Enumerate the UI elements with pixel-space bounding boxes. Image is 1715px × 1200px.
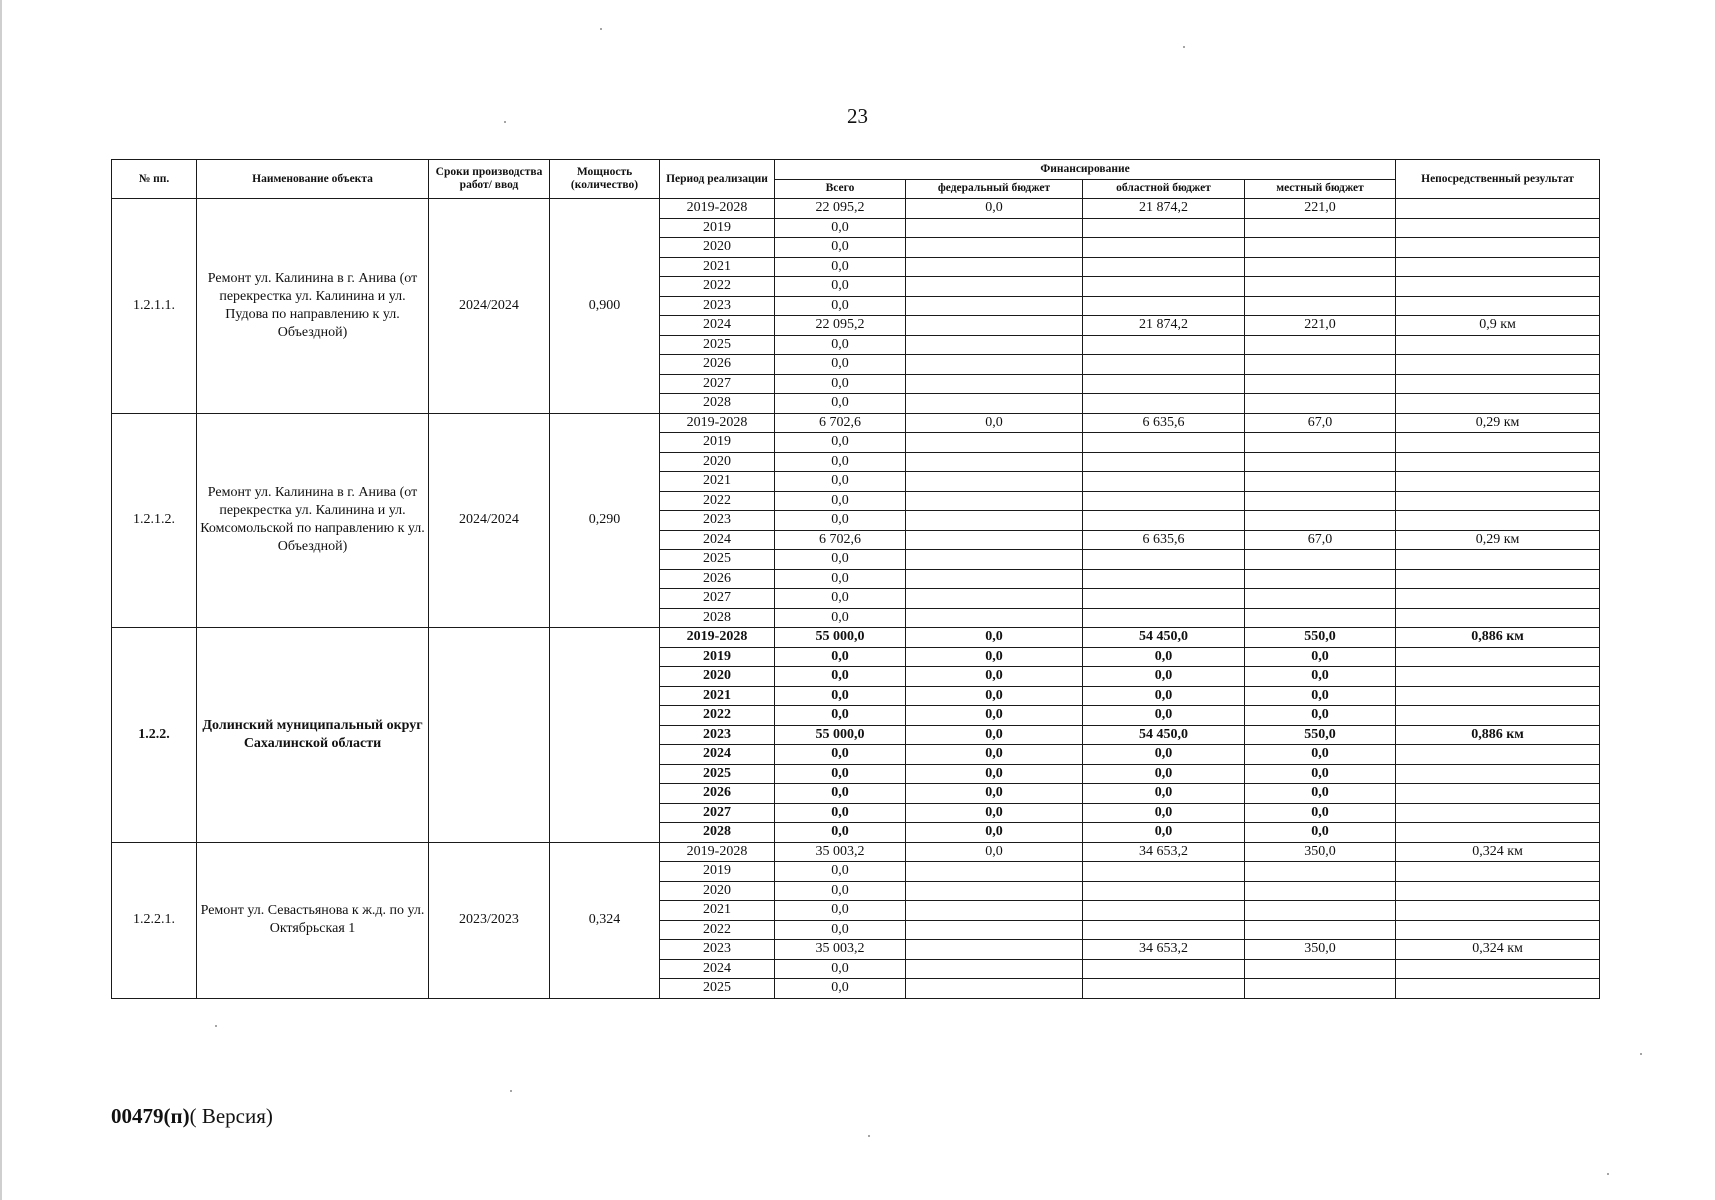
cell-capacity bbox=[550, 628, 660, 843]
cell-result bbox=[1396, 901, 1600, 921]
cell-federal bbox=[906, 316, 1083, 336]
cell-work-terms: 2023/2023 bbox=[429, 842, 550, 998]
cell-work-terms: 2024/2024 bbox=[429, 413, 550, 628]
cell-total: 0,0 bbox=[775, 706, 906, 726]
cell-result bbox=[1396, 491, 1600, 511]
cell-total: 0,0 bbox=[775, 550, 906, 570]
cell-result bbox=[1396, 452, 1600, 472]
cell-federal bbox=[906, 355, 1083, 375]
cell-result bbox=[1396, 257, 1600, 277]
cell-federal bbox=[906, 394, 1083, 414]
cell-object-name: Долинский муниципальный округ Сахалинской области bbox=[197, 628, 429, 843]
cell-local bbox=[1245, 550, 1396, 570]
cell-period: 2019 bbox=[660, 647, 775, 667]
cell-total: 35 003,2 bbox=[775, 842, 906, 862]
cell-federal: 0,0 bbox=[906, 823, 1083, 843]
cell-period: 2023 bbox=[660, 511, 775, 531]
cell-period: 2024 bbox=[660, 530, 775, 550]
cell-local bbox=[1245, 238, 1396, 258]
cell-regional: 34 653,2 bbox=[1083, 842, 1245, 862]
cell-federal: 0,0 bbox=[906, 784, 1083, 804]
cell-capacity: 0,290 bbox=[550, 413, 660, 628]
header-financing: Финансирование bbox=[775, 160, 1396, 180]
cell-federal bbox=[906, 569, 1083, 589]
cell-item-number: 1.2.1.1. bbox=[112, 199, 197, 414]
cell-federal: 0,0 bbox=[906, 725, 1083, 745]
cell-regional: 54 450,0 bbox=[1083, 628, 1245, 648]
cell-result bbox=[1396, 374, 1600, 394]
header-name: Наименование объекта bbox=[197, 160, 429, 199]
cell-regional: 54 450,0 bbox=[1083, 725, 1245, 745]
cell-regional bbox=[1083, 608, 1245, 628]
header-result: Непосредственный результат bbox=[1396, 160, 1600, 199]
cell-local: 67,0 bbox=[1245, 530, 1396, 550]
cell-period: 2028 bbox=[660, 823, 775, 843]
cell-period: 2025 bbox=[660, 979, 775, 999]
cell-result bbox=[1396, 238, 1600, 258]
cell-federal bbox=[906, 550, 1083, 570]
header-terms: Сроки производства работ/ ввод bbox=[429, 160, 550, 199]
cell-total: 0,0 bbox=[775, 862, 906, 882]
table-row bbox=[112, 199, 1600, 219]
cell-item-number: 1.2.2. bbox=[112, 628, 197, 843]
table-row bbox=[112, 413, 1600, 433]
cell-work-terms: 2024/2024 bbox=[429, 199, 550, 414]
cell-result bbox=[1396, 881, 1600, 901]
table-row bbox=[112, 842, 1600, 862]
cell-regional bbox=[1083, 296, 1245, 316]
cell-capacity: 0,900 bbox=[550, 199, 660, 414]
cell-total: 0,0 bbox=[775, 277, 906, 297]
cell-result bbox=[1396, 218, 1600, 238]
cell-object-name: Ремонт ул. Калинина в г. Анива (от перекрестка ул. Калинина и ул. Пудова по направлению к ул. Объездной) bbox=[197, 199, 429, 414]
cell-local bbox=[1245, 335, 1396, 355]
header-period: Период реализации bbox=[660, 160, 775, 199]
cell-period: 2025 bbox=[660, 764, 775, 784]
cell-total: 35 003,2 bbox=[775, 940, 906, 960]
cell-total: 0,0 bbox=[775, 959, 906, 979]
cell-result bbox=[1396, 745, 1600, 765]
cell-total: 0,0 bbox=[775, 433, 906, 453]
scan-speck bbox=[600, 28, 602, 30]
cell-period: 2024 bbox=[660, 959, 775, 979]
cell-period: 2027 bbox=[660, 374, 775, 394]
cell-local bbox=[1245, 452, 1396, 472]
cell-period: 2027 bbox=[660, 589, 775, 609]
cell-total: 0,0 bbox=[775, 745, 906, 765]
table-header bbox=[112, 160, 1600, 199]
header-total: Всего bbox=[775, 179, 906, 199]
cell-period: 2026 bbox=[660, 569, 775, 589]
cell-period: 2022 bbox=[660, 491, 775, 511]
cell-period: 2027 bbox=[660, 803, 775, 823]
cell-federal bbox=[906, 433, 1083, 453]
header-regional: областной бюджет bbox=[1083, 179, 1245, 199]
cell-total: 22 095,2 bbox=[775, 199, 906, 219]
cell-federal: 0,0 bbox=[906, 803, 1083, 823]
cell-federal bbox=[906, 452, 1083, 472]
cell-total: 0,0 bbox=[775, 491, 906, 511]
cell-total: 6 702,6 bbox=[775, 413, 906, 433]
cell-total: 0,0 bbox=[775, 335, 906, 355]
cell-total: 0,0 bbox=[775, 823, 906, 843]
cell-local bbox=[1245, 920, 1396, 940]
cell-local: 0,0 bbox=[1245, 823, 1396, 843]
cell-period: 2019-2028 bbox=[660, 199, 775, 219]
cell-federal: 0,0 bbox=[906, 706, 1083, 726]
cell-period: 2025 bbox=[660, 335, 775, 355]
cell-total: 55 000,0 bbox=[775, 628, 906, 648]
cell-federal bbox=[906, 257, 1083, 277]
cell-total: 0,0 bbox=[775, 511, 906, 531]
cell-period: 2019 bbox=[660, 433, 775, 453]
cell-regional bbox=[1083, 491, 1245, 511]
cell-result: 0,9 км bbox=[1396, 316, 1600, 336]
cell-regional: 34 653,2 bbox=[1083, 940, 1245, 960]
cell-period: 2024 bbox=[660, 745, 775, 765]
cell-local: 0,0 bbox=[1245, 764, 1396, 784]
cell-period: 2020 bbox=[660, 452, 775, 472]
cell-result bbox=[1396, 550, 1600, 570]
cell-total: 6 702,6 bbox=[775, 530, 906, 550]
cell-result: 0,324 км bbox=[1396, 940, 1600, 960]
cell-regional bbox=[1083, 452, 1245, 472]
cell-total: 0,0 bbox=[775, 764, 906, 784]
cell-total: 0,0 bbox=[775, 394, 906, 414]
cell-local bbox=[1245, 257, 1396, 277]
cell-local: 0,0 bbox=[1245, 686, 1396, 706]
cell-regional: 21 874,2 bbox=[1083, 199, 1245, 219]
document-footer bbox=[111, 1104, 273, 1129]
cell-regional bbox=[1083, 901, 1245, 921]
cell-regional bbox=[1083, 589, 1245, 609]
cell-total: 22 095,2 bbox=[775, 316, 906, 336]
cell-local: 0,0 bbox=[1245, 706, 1396, 726]
cell-regional: 0,0 bbox=[1083, 745, 1245, 765]
cell-capacity: 0,324 bbox=[550, 842, 660, 998]
cell-result bbox=[1396, 472, 1600, 492]
cell-result bbox=[1396, 959, 1600, 979]
cell-result: 0,324 км bbox=[1396, 842, 1600, 862]
cell-regional: 6 635,6 bbox=[1083, 413, 1245, 433]
cell-object-name: Ремонт ул. Калинина в г. Анива (от перекрестка ул. Калинина и ул. Комсомольской по направлению к ул. Объездной) bbox=[197, 413, 429, 628]
cell-result bbox=[1396, 803, 1600, 823]
cell-regional bbox=[1083, 355, 1245, 375]
cell-local bbox=[1245, 901, 1396, 921]
cell-result bbox=[1396, 862, 1600, 882]
cell-regional: 0,0 bbox=[1083, 784, 1245, 804]
cell-federal bbox=[906, 901, 1083, 921]
cell-period: 2022 bbox=[660, 706, 775, 726]
cell-total: 0,0 bbox=[775, 901, 906, 921]
scan-speck bbox=[510, 1090, 512, 1092]
cell-result bbox=[1396, 569, 1600, 589]
cell-period: 2019-2028 bbox=[660, 413, 775, 433]
cell-result: 0,886 км bbox=[1396, 725, 1600, 745]
cell-result: 0,29 км bbox=[1396, 413, 1600, 433]
cell-regional bbox=[1083, 979, 1245, 999]
cell-total: 0,0 bbox=[775, 979, 906, 999]
cell-result bbox=[1396, 589, 1600, 609]
cell-total: 0,0 bbox=[775, 355, 906, 375]
cell-regional bbox=[1083, 862, 1245, 882]
header-num: № пп. bbox=[112, 160, 197, 199]
cell-federal: 0,0 bbox=[906, 667, 1083, 687]
cell-period: 2021 bbox=[660, 686, 775, 706]
cell-regional bbox=[1083, 433, 1245, 453]
cell-result bbox=[1396, 667, 1600, 687]
cell-item-number: 1.2.1.2. bbox=[112, 413, 197, 628]
cell-regional bbox=[1083, 511, 1245, 531]
cell-local: 0,0 bbox=[1245, 745, 1396, 765]
scan-speck bbox=[1183, 46, 1185, 48]
cell-regional: 0,0 bbox=[1083, 706, 1245, 726]
cell-local bbox=[1245, 881, 1396, 901]
cell-local bbox=[1245, 511, 1396, 531]
cell-total: 0,0 bbox=[775, 374, 906, 394]
cell-result bbox=[1396, 647, 1600, 667]
cell-federal bbox=[906, 238, 1083, 258]
cell-result bbox=[1396, 511, 1600, 531]
cell-federal bbox=[906, 920, 1083, 940]
cell-local: 221,0 bbox=[1245, 199, 1396, 219]
cell-period: 2026 bbox=[660, 355, 775, 375]
cell-period: 2021 bbox=[660, 257, 775, 277]
cell-local bbox=[1245, 472, 1396, 492]
cell-regional bbox=[1083, 920, 1245, 940]
cell-federal: 0,0 bbox=[906, 745, 1083, 765]
cell-total: 0,0 bbox=[775, 257, 906, 277]
cell-regional: 0,0 bbox=[1083, 686, 1245, 706]
cell-result bbox=[1396, 355, 1600, 375]
cell-result bbox=[1396, 686, 1600, 706]
cell-result bbox=[1396, 433, 1600, 453]
scan-speck bbox=[504, 121, 506, 123]
cell-federal: 0,0 bbox=[906, 628, 1083, 648]
financing-table-container bbox=[111, 159, 1600, 999]
cell-regional: 21 874,2 bbox=[1083, 316, 1245, 336]
cell-result bbox=[1396, 920, 1600, 940]
cell-item-number: 1.2.2.1. bbox=[112, 842, 197, 998]
cell-period: 2020 bbox=[660, 238, 775, 258]
cell-result: 0,886 км bbox=[1396, 628, 1600, 648]
cell-federal: 0,0 bbox=[906, 199, 1083, 219]
cell-regional: 0,0 bbox=[1083, 667, 1245, 687]
cell-regional: 0,0 bbox=[1083, 803, 1245, 823]
cell-total: 0,0 bbox=[775, 452, 906, 472]
cell-object-name: Ремонт ул. Севастьянова к ж.д. по ул. Октябрьская 1 bbox=[197, 842, 429, 998]
cell-federal: 0,0 bbox=[906, 413, 1083, 433]
cell-period: 2019-2028 bbox=[660, 628, 775, 648]
cell-period: 2024 bbox=[660, 316, 775, 336]
cell-total: 0,0 bbox=[775, 569, 906, 589]
cell-local: 550,0 bbox=[1245, 725, 1396, 745]
cell-federal bbox=[906, 374, 1083, 394]
cell-federal bbox=[906, 530, 1083, 550]
cell-local: 350,0 bbox=[1245, 842, 1396, 862]
cell-local bbox=[1245, 218, 1396, 238]
header-local: местный бюджет bbox=[1245, 179, 1396, 199]
cell-result bbox=[1396, 277, 1600, 297]
table-row bbox=[112, 628, 1600, 648]
cell-total: 0,0 bbox=[775, 218, 906, 238]
cell-total: 0,0 bbox=[775, 784, 906, 804]
cell-federal: 0,0 bbox=[906, 686, 1083, 706]
cell-federal: 0,0 bbox=[906, 647, 1083, 667]
cell-federal bbox=[906, 472, 1083, 492]
cell-total: 0,0 bbox=[775, 803, 906, 823]
cell-result bbox=[1396, 335, 1600, 355]
cell-local: 67,0 bbox=[1245, 413, 1396, 433]
cell-total: 0,0 bbox=[775, 589, 906, 609]
cell-result bbox=[1396, 199, 1600, 219]
cell-period: 2028 bbox=[660, 608, 775, 628]
cell-period: 2019-2028 bbox=[660, 842, 775, 862]
cell-local: 550,0 bbox=[1245, 628, 1396, 648]
cell-period: 2025 bbox=[660, 550, 775, 570]
cell-result bbox=[1396, 764, 1600, 784]
cell-period: 2019 bbox=[660, 862, 775, 882]
page-number: 23 bbox=[847, 104, 868, 128]
cell-local bbox=[1245, 296, 1396, 316]
cell-local bbox=[1245, 608, 1396, 628]
cell-federal bbox=[906, 218, 1083, 238]
cell-result: 0,29 км bbox=[1396, 530, 1600, 550]
cell-local: 221,0 bbox=[1245, 316, 1396, 336]
cell-result bbox=[1396, 706, 1600, 726]
cell-regional bbox=[1083, 374, 1245, 394]
cell-regional bbox=[1083, 218, 1245, 238]
cell-regional bbox=[1083, 959, 1245, 979]
cell-local: 0,0 bbox=[1245, 803, 1396, 823]
cell-work-terms bbox=[429, 628, 550, 843]
cell-regional bbox=[1083, 881, 1245, 901]
cell-local: 350,0 bbox=[1245, 940, 1396, 960]
document-code: 00479(п) bbox=[111, 1104, 190, 1128]
header-federal: федеральный бюджет bbox=[906, 179, 1083, 199]
cell-period: 2020 bbox=[660, 667, 775, 687]
cell-result bbox=[1396, 296, 1600, 316]
cell-federal bbox=[906, 881, 1083, 901]
cell-result bbox=[1396, 608, 1600, 628]
cell-federal bbox=[906, 511, 1083, 531]
cell-local bbox=[1245, 394, 1396, 414]
cell-federal bbox=[906, 959, 1083, 979]
cell-period: 2026 bbox=[660, 784, 775, 804]
scan-speck bbox=[868, 1135, 870, 1137]
cell-period: 2021 bbox=[660, 472, 775, 492]
cell-period: 2023 bbox=[660, 296, 775, 316]
cell-regional bbox=[1083, 550, 1245, 570]
cell-local bbox=[1245, 277, 1396, 297]
cell-federal bbox=[906, 491, 1083, 511]
cell-local bbox=[1245, 589, 1396, 609]
cell-local: 0,0 bbox=[1245, 667, 1396, 687]
cell-federal bbox=[906, 940, 1083, 960]
cell-total: 0,0 bbox=[775, 238, 906, 258]
cell-local: 0,0 bbox=[1245, 784, 1396, 804]
cell-total: 55 000,0 bbox=[775, 725, 906, 745]
cell-result bbox=[1396, 784, 1600, 804]
cell-local bbox=[1245, 491, 1396, 511]
cell-regional: 0,0 bbox=[1083, 647, 1245, 667]
cell-local bbox=[1245, 374, 1396, 394]
cell-regional bbox=[1083, 257, 1245, 277]
document-version-label: ( Версия) bbox=[189, 1104, 273, 1128]
cell-regional bbox=[1083, 335, 1245, 355]
cell-regional: 0,0 bbox=[1083, 764, 1245, 784]
cell-period: 2023 bbox=[660, 940, 775, 960]
cell-local bbox=[1245, 959, 1396, 979]
cell-total: 0,0 bbox=[775, 647, 906, 667]
scan-speck bbox=[215, 1025, 217, 1027]
cell-period: 2020 bbox=[660, 881, 775, 901]
cell-period: 2022 bbox=[660, 920, 775, 940]
cell-total: 0,0 bbox=[775, 686, 906, 706]
cell-period: 2028 bbox=[660, 394, 775, 414]
cell-federal bbox=[906, 862, 1083, 882]
cell-local bbox=[1245, 862, 1396, 882]
cell-regional bbox=[1083, 569, 1245, 589]
scan-speck bbox=[1607, 1173, 1609, 1175]
cell-federal: 0,0 bbox=[906, 842, 1083, 862]
header-capacity: Мощность (количество) bbox=[550, 160, 660, 199]
cell-local bbox=[1245, 979, 1396, 999]
cell-federal bbox=[906, 608, 1083, 628]
cell-total: 0,0 bbox=[775, 667, 906, 687]
cell-federal bbox=[906, 979, 1083, 999]
cell-local bbox=[1245, 355, 1396, 375]
cell-result bbox=[1396, 394, 1600, 414]
scan-edge bbox=[0, 0, 2, 1200]
cell-total: 0,0 bbox=[775, 881, 906, 901]
cell-federal bbox=[906, 277, 1083, 297]
cell-total: 0,0 bbox=[775, 296, 906, 316]
cell-local bbox=[1245, 433, 1396, 453]
cell-federal bbox=[906, 296, 1083, 316]
cell-regional bbox=[1083, 277, 1245, 297]
table-body bbox=[112, 199, 1600, 999]
cell-period: 2019 bbox=[660, 218, 775, 238]
cell-result bbox=[1396, 979, 1600, 999]
cell-regional bbox=[1083, 238, 1245, 258]
cell-local: 0,0 bbox=[1245, 647, 1396, 667]
cell-result bbox=[1396, 823, 1600, 843]
cell-regional: 6 635,6 bbox=[1083, 530, 1245, 550]
cell-regional: 0,0 bbox=[1083, 823, 1245, 843]
cell-period: 2022 bbox=[660, 277, 775, 297]
cell-period: 2021 bbox=[660, 901, 775, 921]
cell-total: 0,0 bbox=[775, 608, 906, 628]
cell-regional bbox=[1083, 394, 1245, 414]
cell-federal bbox=[906, 589, 1083, 609]
cell-total: 0,0 bbox=[775, 472, 906, 492]
cell-federal bbox=[906, 335, 1083, 355]
cell-federal: 0,0 bbox=[906, 764, 1083, 784]
cell-regional bbox=[1083, 472, 1245, 492]
cell-period: 2023 bbox=[660, 725, 775, 745]
cell-total: 0,0 bbox=[775, 920, 906, 940]
scan-speck bbox=[1640, 1053, 1642, 1055]
cell-local bbox=[1245, 569, 1396, 589]
financing-table bbox=[111, 159, 1600, 999]
